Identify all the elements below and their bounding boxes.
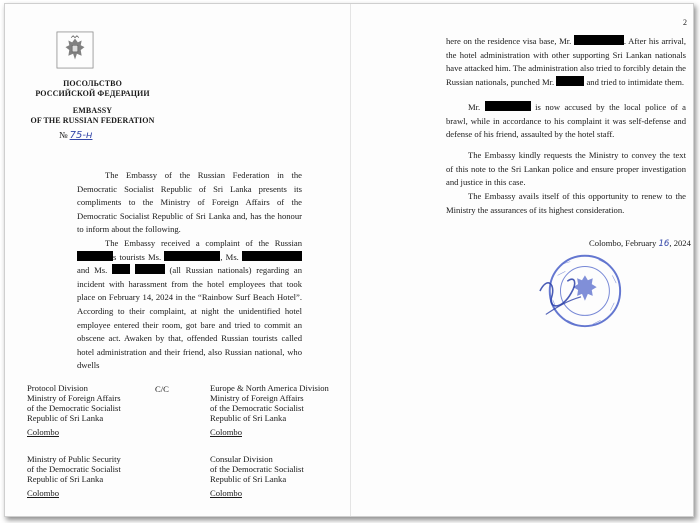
paragraph-4 bbox=[446, 101, 686, 142]
note-number bbox=[59, 130, 92, 141]
header-en-line2: OF THE RUSSIAN FEDERATION bbox=[30, 116, 155, 125]
address-public-security bbox=[27, 454, 121, 498]
p2-text-d: , Ms. bbox=[220, 251, 239, 262]
paragraph-2 bbox=[77, 237, 302, 373]
note-number-prefix: № bbox=[59, 130, 68, 140]
page-1 bbox=[5, 4, 350, 516]
redaction-block bbox=[574, 35, 624, 45]
date-prefix: Colombo, February bbox=[589, 238, 657, 248]
header-ru-line1: ПОСОЛЬСТВО bbox=[63, 79, 122, 88]
address-europe-division bbox=[210, 383, 329, 437]
redaction-block bbox=[556, 76, 584, 86]
p3-text-a: here on the residence visa base, Mr. bbox=[446, 36, 572, 46]
address-city: Colombo bbox=[27, 427, 59, 437]
p4-text-a: Mr. bbox=[468, 102, 481, 112]
coat-of-arms-emblem bbox=[56, 31, 94, 69]
note-number-handwritten: 75-н bbox=[69, 130, 93, 141]
p2-text-c: tourists Ms. bbox=[119, 251, 162, 262]
address-line: Ministry of Public Security bbox=[27, 454, 121, 464]
address-city: Colombo bbox=[27, 488, 59, 498]
paragraph-1-text: The Embassy of the Russian Federation in the Democratic Socialist Republic of Sri Lanka presents its compliments to the Ministry of Foreign Affairs of the Democratic Socialist Republic of Sri Lanka and, has the honour to inform about the following. bbox=[77, 170, 302, 235]
address-line: Ministry of Foreign Affairs bbox=[27, 393, 121, 403]
header-ru-line2: РОССИЙСКОЙ ФЕДЕРАЦИИ bbox=[35, 89, 150, 98]
page-2 bbox=[351, 4, 693, 516]
redaction-block bbox=[485, 101, 531, 111]
address-consular-division bbox=[210, 454, 304, 498]
address-line: Europe & North America Division bbox=[210, 383, 329, 393]
redaction-block bbox=[135, 264, 165, 274]
address-city: Colombo bbox=[210, 427, 242, 437]
document-frame bbox=[4, 3, 694, 517]
redaction-block bbox=[77, 251, 113, 261]
address-line: Protocol Division bbox=[27, 383, 88, 393]
paragraph-6 bbox=[446, 190, 686, 217]
address-line: Republic of Sri Lanka bbox=[27, 474, 104, 484]
p3-text-b: . After his arrival, the hotel administration with other supporting Sri Lankan nationals have attacked him. The administration also tried to forcibly detain the Russian nationals, punched Mr. bbox=[446, 36, 687, 87]
page-number: 2 bbox=[683, 18, 687, 27]
address-city: Colombo bbox=[210, 488, 242, 498]
p6-text: The Embassy avails itself of this opportunity to renew to the Ministry the assurances of its highest consideration. bbox=[446, 191, 686, 215]
redaction-block bbox=[164, 251, 220, 261]
cc-label: C/C bbox=[155, 384, 169, 394]
paragraph-3 bbox=[446, 35, 686, 89]
paragraph-1 bbox=[77, 169, 302, 237]
redaction-block bbox=[112, 264, 130, 274]
p2-text-e: and Ms. bbox=[77, 265, 108, 276]
address-line: of the Democratic Socialist bbox=[27, 403, 121, 413]
address-line: Consular Division bbox=[210, 454, 273, 464]
date-suffix: , 2024 bbox=[669, 238, 691, 248]
p2-text-b: s bbox=[113, 251, 117, 262]
header-en-line1: EMBASSY bbox=[72, 106, 113, 115]
address-line: Republic of Sri Lanka bbox=[210, 413, 287, 423]
p5-text: The Embassy kindly requests the Ministry to convey the text of this note to the Sri Lankan police and ensure proper investigation and justice in this case. bbox=[446, 150, 686, 188]
address-line: Republic of Sri Lanka bbox=[27, 413, 104, 423]
address-line: Republic of Sri Lanka bbox=[210, 474, 287, 484]
p2-text-a: The Embassy received a complaint of the Russian bbox=[105, 238, 302, 248]
redaction-block bbox=[242, 251, 302, 261]
embassy-header-english bbox=[5, 106, 180, 126]
embassy-seal-stamp bbox=[538, 246, 626, 334]
address-line: Ministry of Foreign Affairs bbox=[210, 393, 304, 403]
date-day-handwritten: 16 bbox=[658, 239, 670, 249]
p2-text-f: (all Russian nationals) regarding an incident with harassment from the hotel employees that took place on February 14, 2024 in the “Rainbow Surf Beach Hotel”. According to their complaint, at night the unidentified hotel employee entered their room, got bare and tried to commit an obscene act. Awaken by that, offended Russian tourists called hotel administration and their friend, also Russian national, who dwells bbox=[77, 265, 302, 371]
address-line: of the Democratic Socialist bbox=[210, 464, 304, 474]
address-protocol-division bbox=[27, 383, 121, 437]
p4-text-b: is now accused by the local police of a brawl, while in accordance to his complaint it was self-defense and defense of his friend, assaulted by the hotel staff. bbox=[446, 102, 686, 140]
address-line: of the Democratic Socialist bbox=[27, 464, 121, 474]
paragraph-5 bbox=[446, 149, 686, 190]
p3-text-c: and tried to intimidate them. bbox=[586, 76, 685, 87]
embassy-header-russian bbox=[5, 79, 180, 99]
address-line: of the Democratic Socialist bbox=[210, 403, 304, 413]
